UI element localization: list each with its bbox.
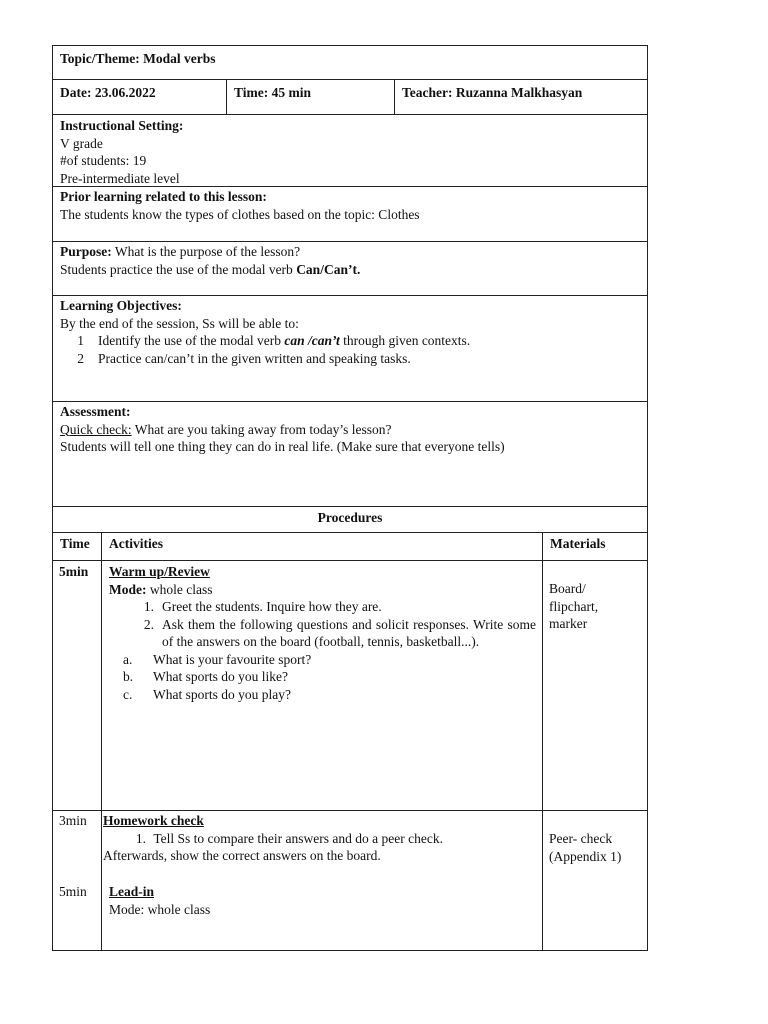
warmup-question: a. What is your favourite sport? <box>123 651 312 667</box>
date-text: Date: 23.06.2022 <box>60 85 156 100</box>
warmup-mode-value: whole class <box>146 581 213 597</box>
warmup-question: b. What sports do you like? <box>123 669 288 684</box>
purpose-text: Students practice the use of the modal verb <box>60 261 297 277</box>
assessment-section <box>52 401 648 507</box>
objective-item: 2 Practice can/can’t in the given written and speaking tasks. <box>60 350 640 368</box>
warmup-title: Warm up/Review <box>109 564 210 579</box>
date-cell <box>52 79 227 115</box>
warmup-activity <box>109 563 536 703</box>
leadin-activity <box>109 883 536 918</box>
row-divider <box>52 810 648 811</box>
warmup-step: 2. Ask them the following questions and solicit responses. Write some of the answers on the board (football, tennis, basketball...). <box>143 616 536 649</box>
warmup-question: c. What sports do you play? <box>123 686 291 702</box>
procedures-header <box>52 506 648 533</box>
quick-check-text: What are you taking away from today’s lesson? <box>131 421 392 437</box>
col-header-activities: Activities <box>101 532 543 561</box>
learning-objectives-section <box>52 295 648 402</box>
objective-number: 1 <box>77 333 84 348</box>
objective-number: 2 <box>77 350 84 366</box>
teacher-text: Teacher: Ruzanna Malkhasyan <box>402 85 583 100</box>
teacher-cell <box>394 79 648 115</box>
homework-title: Homework check <box>103 813 204 828</box>
purpose-question: What is the purpose of the lesson? <box>111 244 301 259</box>
purpose-modal: Can/Can’t. <box>296 261 361 277</box>
learning-objectives-title: Learning Objectives: <box>60 298 182 313</box>
purpose-section <box>52 241 648 296</box>
assessment-text: Students will tell one thing they can do in real life. (Make sure that everyone tells) <box>60 439 505 454</box>
prior-learning-title: Prior learning related to this lesson: <box>60 189 267 204</box>
col-header-time: Time <box>52 532 102 561</box>
level-text: Pre-intermediate level <box>60 170 180 186</box>
assessment-title: Assessment: <box>60 404 131 419</box>
leadin-mode: Mode: whole class <box>109 901 211 917</box>
procedures-title: Procedures <box>317 510 383 525</box>
objective-item: 1 Identify the use of the modal verb can /can’t through given contexts. <box>60 332 640 350</box>
objectives-intro: By the end of the session, Ss will be able to: <box>60 315 299 331</box>
leadin-time: 5min <box>59 884 87 899</box>
leadin-title: Lead-in <box>109 884 155 899</box>
quick-check-label: Quick check: <box>60 421 132 437</box>
warmup-step: 1. Greet the students. Inquire how they are. <box>143 599 382 614</box>
students-count-text: #of students: 19 <box>60 153 147 168</box>
homework-step-continuation: Afterwards, show the correct answers on the board. <box>103 848 381 863</box>
topic-title: Topic/Theme: Modal verbs <box>60 51 216 66</box>
purpose-title: Purpose: <box>60 244 112 259</box>
warmup-time: 5min <box>59 564 89 579</box>
topic-row <box>52 45 648 80</box>
homework-materials: Peer- check (Appendix 1) <box>549 831 622 864</box>
warmup-materials: Board/ flipchart, marker <box>549 581 599 631</box>
objective-emphasis: can /can’t <box>284 333 340 348</box>
grade-text: V grade <box>60 135 103 151</box>
homework-activity: Homework check 1. Tell Ss to compare their answers and do a peer check. Afterwards, show the correct answers on the board. <box>103 812 539 865</box>
prior-learning-section <box>52 186 648 242</box>
prior-learning-text: The students know the types of clothes based on the topic: Clothes <box>60 206 420 222</box>
time-cell <box>226 79 395 115</box>
instructional-setting-title: Instructional Setting: <box>60 118 184 133</box>
homework-time: 3min <box>59 813 87 828</box>
time-text: Time: 45 min <box>234 85 311 100</box>
col-header-materials: Materials <box>542 532 648 561</box>
warmup-mode-label: Mode: <box>109 581 147 597</box>
instructional-setting-section <box>52 114 648 187</box>
